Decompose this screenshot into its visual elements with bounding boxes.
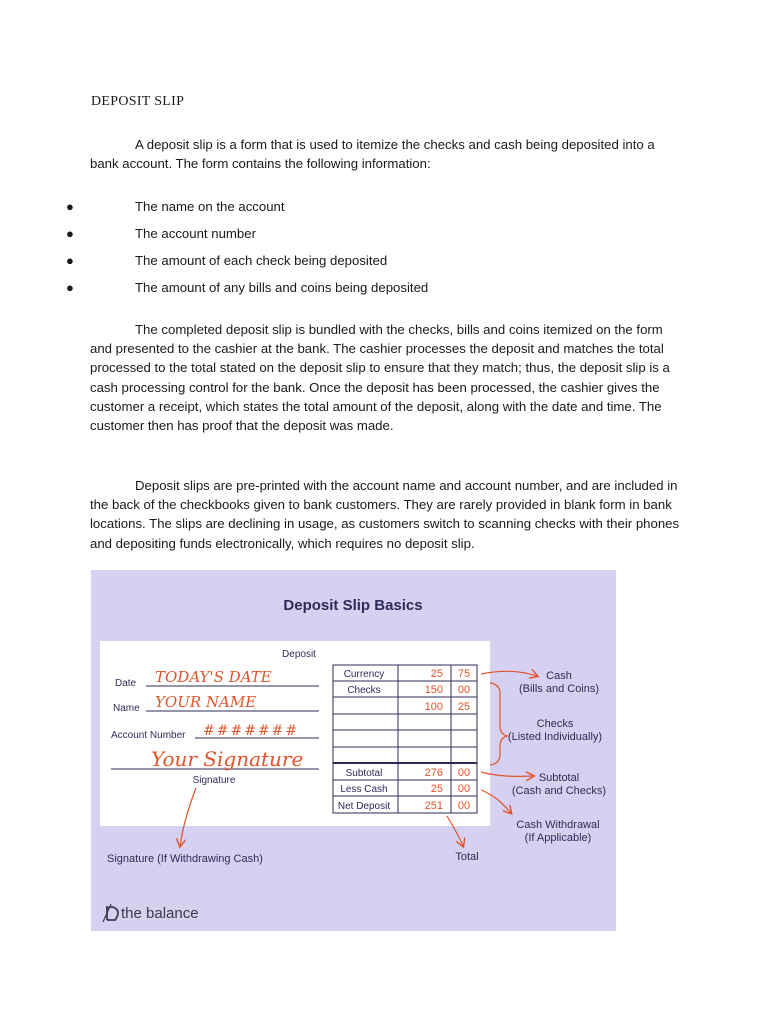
table-dollars: 25: [430, 783, 443, 795]
table-label: Currency: [343, 669, 385, 680]
table-dollars: 251: [424, 800, 443, 812]
table-dollars: 100: [424, 701, 443, 713]
slip-deposit-label: Deposit: [282, 649, 316, 660]
bullet-icon: ●: [66, 226, 74, 241]
document-title: DEPOSIT SLIP: [91, 94, 185, 109]
signature-annotation: Signature (If Withdrawing Cash): [107, 853, 263, 865]
checks-annotation: Checks: [536, 718, 574, 730]
account-number-label: Account Number: [111, 730, 186, 741]
cash-annotation-detail: (Bills and Coins): [518, 683, 600, 695]
cash-annotation: Cash: [546, 670, 572, 682]
table-cents: 25: [457, 701, 471, 713]
name-value: YOUR NAME: [155, 693, 257, 711]
account-number-value: #######: [203, 723, 300, 739]
signature-label: Signature: [192, 775, 236, 786]
table-cents: 75: [457, 668, 471, 680]
table-dollars: 150: [424, 684, 443, 696]
withdrawal-annotation-detail: (If Applicable): [524, 832, 592, 844]
date-label: Date: [115, 678, 137, 689]
table-cents: 00: [457, 767, 471, 779]
date-value: TODAY'S DATE: [155, 668, 272, 686]
subtotal-annotation-detail: (Cash and Checks): [511, 785, 607, 797]
infographic-canvas: [91, 570, 616, 931]
total-annotation: Total: [455, 851, 479, 863]
bullet-icon: ●: [66, 280, 74, 295]
process-paragraph: The completed deposit slip is bundled with the checks, bills and coins itemized on the form and presented to the cashier at the bank. The cashier processes the deposit and matches the total processed to the total stated on the deposit slip to ensure that they match; thus, the deposit slip is a cash processing control for the bank. Once the deposit has been processed, the cashier gives the customer a receipt, which states the total amount of the deposit, along with the date and time. The customer then has proof that the deposit was made.: [90, 322, 670, 434]
the-balance-logo-text: the balance: [121, 905, 199, 922]
table-cents: 00: [457, 783, 471, 795]
table-cents: 00: [457, 800, 471, 812]
the-balance-logo-icon: [103, 904, 118, 922]
usage-paragraph: Deposit slips are pre-printed with the account name and account number, and are included in the back of the checkbooks given to bank customers. They are rarely provided in blank form in bank locations. The slips are declining in usage, as customers switch to scanning checks with their phones and depositing funds electronically, which requires no deposit slip.: [90, 478, 680, 551]
subtotal-annotation: Subtotal: [538, 772, 580, 784]
table-label: Checks: [347, 685, 381, 696]
bullet-icon: ●: [66, 253, 74, 268]
withdrawal-annotation: Cash Withdrawal: [516, 819, 600, 831]
table-label: Net Deposit: [337, 801, 391, 812]
table-dollars: 25: [430, 668, 443, 680]
table-cents: 00: [457, 684, 471, 696]
bullet-text: The account number: [135, 226, 256, 241]
infographic-heading: Deposit Slip Basics: [283, 597, 423, 614]
intro-paragraph: A deposit slip is a form that is used to itemize the checks and cash being deposited into a bank account. The form contains the following information:: [90, 137, 655, 172]
name-label: Name: [113, 703, 140, 714]
checks-annotation-detail: (Listed Individually): [507, 731, 603, 743]
bullet-text: The amount of each check being deposited: [135, 253, 388, 268]
bullet-icon: ●: [66, 199, 74, 214]
table-dollars: 276: [424, 767, 443, 779]
bullet-text: The name on the account: [135, 199, 285, 214]
table-label: Subtotal: [345, 768, 383, 779]
signature-value: Your Signature: [151, 747, 304, 771]
bullet-text: The amount of any bills and coins being deposited: [135, 280, 429, 295]
table-label: Less Cash: [340, 784, 388, 795]
checks-brace: [490, 683, 507, 765]
deposit-slip-infographic: [91, 570, 616, 931]
